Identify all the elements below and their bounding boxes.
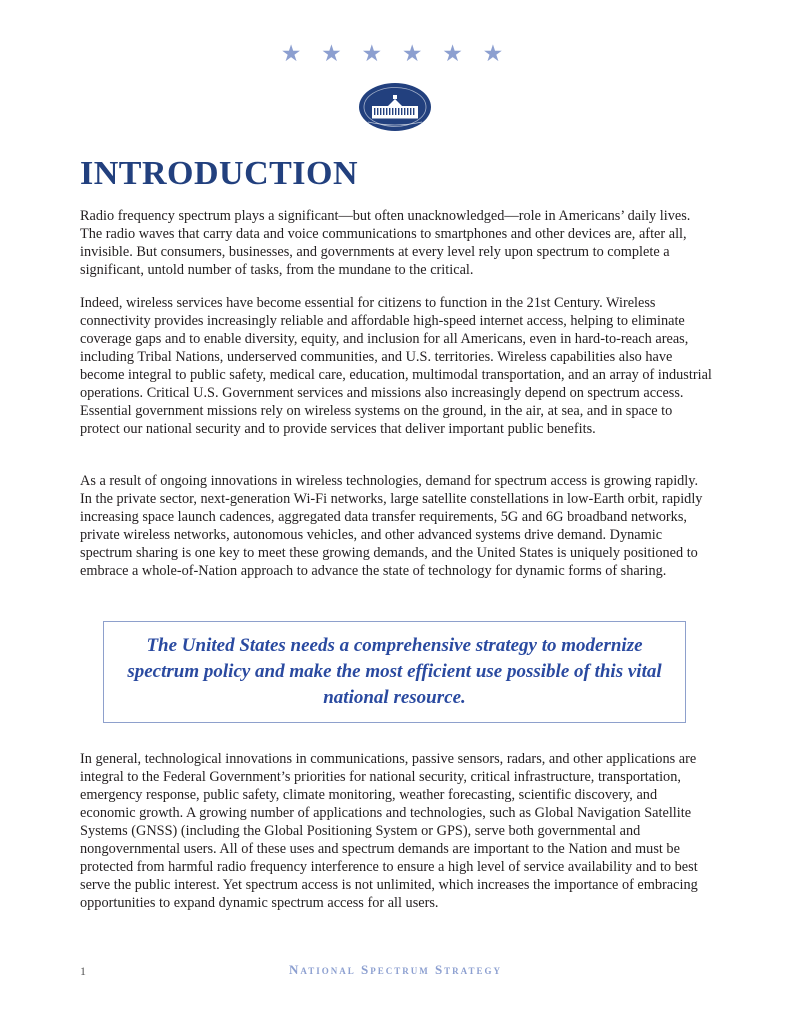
footer-title: National Spectrum Strategy xyxy=(288,962,503,977)
white-house-seal-icon xyxy=(358,82,432,132)
callout-text: The United States needs a comprehensive strategy to modernize spectrum policy and make the most efficient use possible of this vital national resource. xyxy=(127,635,662,708)
paragraph-demand: As a result of ongoing innovations in wireless technologies, demand for spectrum access is growing rapidly. In the private sector, next-generation Wi-Fi networks, large satellite constellations in low-Earth orbit, rapidly increasing space launch cadences, aggregated data transfer requirements, 5G and 6G broadband networks, private wireless networks, autonomous vehicles, and other advanced systems drive demand. Dynamic spectrum sharing is one key to meet these growing demands, and the United States is uniquely positioned to embrace a whole-of-Nation approach to advance the state of technology for dynamic forms of sharing. xyxy=(80,473,703,579)
callout-box xyxy=(103,621,686,723)
paragraph-wireless-services: Indeed, wireless services have become essential for citizens to function in the 21st Century. Wireless connectivity provides increasingly reliable and affordable high-speed internet access, helping to eliminate coverage gaps and to enable diversity, equity, and inclusion for all Americans, even in hard-to-reach areas, including Tribal Nations, underserved communities, and U.S. territories. Wireless capabilities also have become integral to public safety, medical care, education, multimodal transportation, and an array of industrial operations. Critical U.S. Government services and missions also increasingly depend on spectrum access. Essential government missions rely on wireless systems on the ground, in the air, at sea, and in space to protect our national security and to provide services that deliver important public benefits. xyxy=(80,295,712,437)
decorative-stars: ★ ★ ★ ★ ★ ★ xyxy=(280,41,511,66)
page-title: INTRODUCTION xyxy=(80,155,359,192)
paragraph-innovations: In general, technological innovations in communications, passive sensors, radars, and other applications are integral to the Federal Government’s priorities for national security, critical infrastructure, transportation, emergency response, public safety, climate monitoring, weather forecasting, scientific discovery, and economic growth. A growing number of applications and technologies, such as Global Navigation Satellite Systems (GNSS) (including the Global Positioning System or GPS), serve both governmental and nongovernmental users. All of these uses and spectrum demands are important to the Nation and must be protected from harmful radio frequency interference to ensure a high level of service availability and to best serve the public interest. Yet spectrum access is not unlimited, which increases the importance of embracing opportunities to expand dynamic spectrum access for all users. xyxy=(80,751,698,911)
page-number: 1 xyxy=(80,964,86,978)
paragraph-intro: Radio frequency spectrum plays a significant—but often unacknowledged—role in Americans’ daily lives. The radio waves that carry data and voice communications to smartphones and other devices are, after all, invisible. But consumers, businesses, and governments at every level rely upon spectrum to complete a significant, untold number of tasks, from the mundane to the critical. xyxy=(80,208,691,278)
